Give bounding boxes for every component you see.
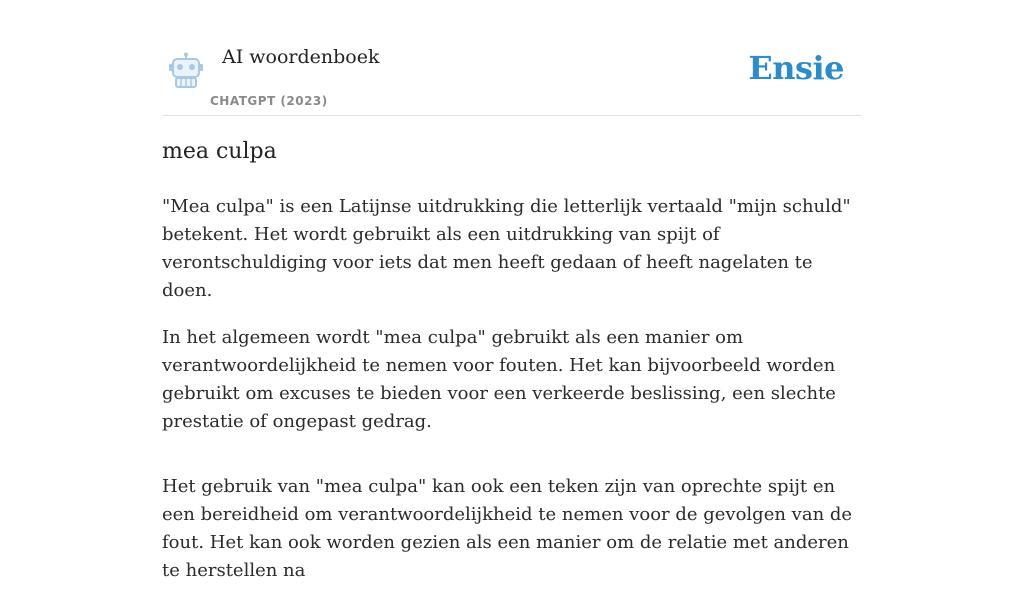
entry-definition bbox=[162, 193, 862, 604]
brand-logo[interactable]: Ensie bbox=[748, 49, 844, 87]
source-header bbox=[162, 40, 862, 116]
entry-term: mea culpa bbox=[162, 139, 277, 164]
definition-paragraph: Het gebruik van "mea culpa" kan ook een teken zijn van oprechte spijt en een bereidheid om verantwoordelijkheid te nemen voor de gevolgen van de fout. Het kan ook worden gezien als een manier om de relatie met anderen te herstellen na bbox=[162, 476, 853, 581]
source-title[interactable]: AI woordenboek bbox=[222, 46, 380, 68]
robot-icon bbox=[166, 52, 206, 88]
source-subtitle: CHATGPT (2023) bbox=[210, 94, 328, 108]
definition-paragraph: In het algemeen wordt "mea culpa" gebruikt als een manier om verantwoordelijkheid te nemen voor fouten. Het kan bijvoorbeeld worden gebruikt om excuses te bieden voor een verkeerde beslissing, een slechte prestatie of ongepast gedrag. bbox=[162, 327, 836, 432]
definition-paragraph: "Mea culpa" is een Latijnse uitdrukking die letterlijk vertaald "mijn schuld" betekent. Het wordt gebruikt als een uitdrukking van spijt of verontschuldiging voor iets dat men heeft gedaan of heeft nagelaten te doen. bbox=[162, 196, 851, 301]
